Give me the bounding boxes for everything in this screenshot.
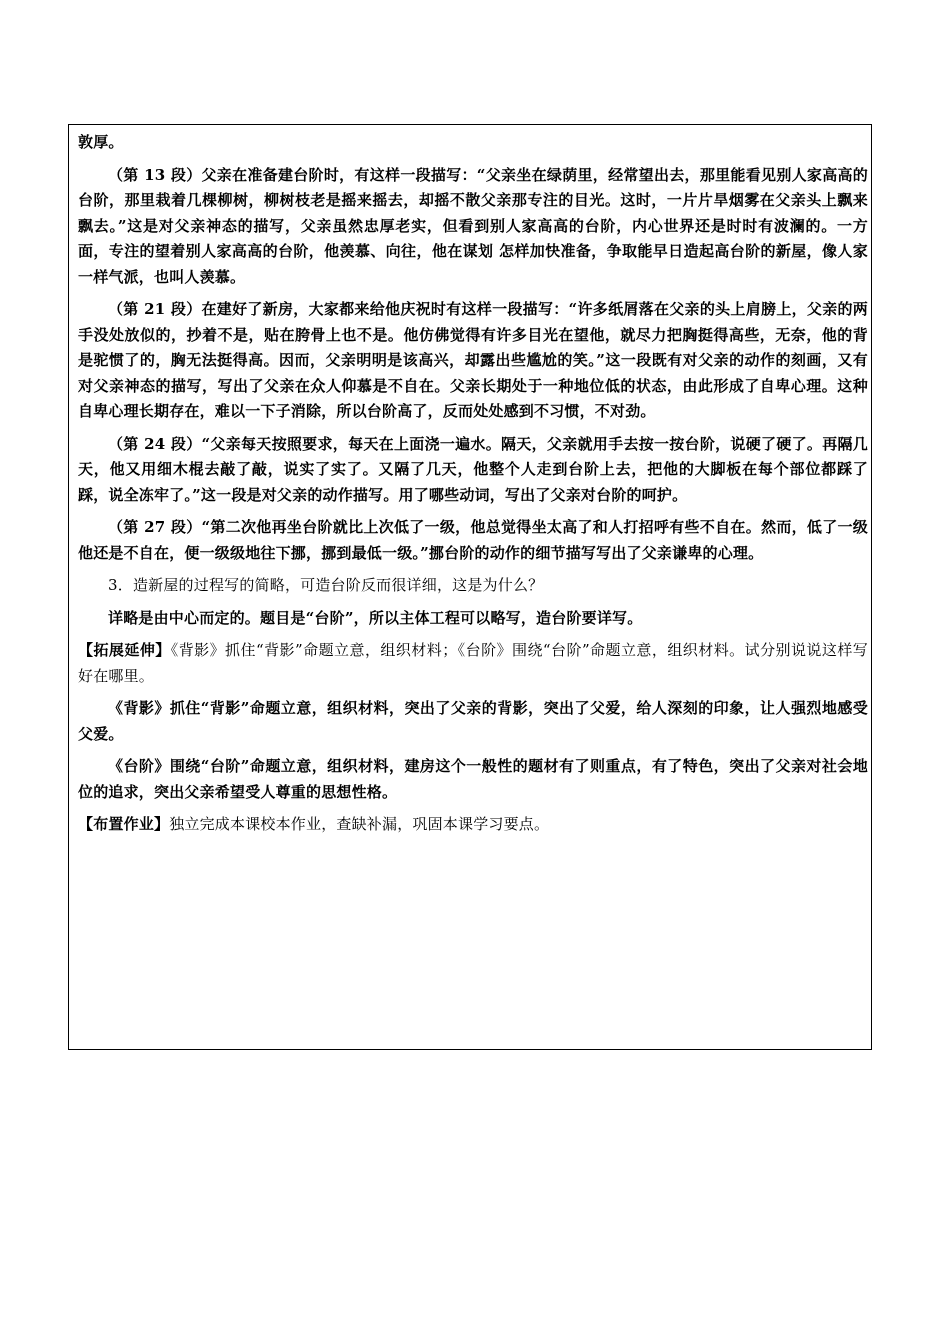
extension-text: 《背影》抓住“背影”命题立意，组织材料；《台阶》围绕“台阶”命题立意，组织材料。试分别说说这样写好在哪里。 xyxy=(78,641,868,685)
paragraph-continuation: 敦厚。 xyxy=(78,133,124,151)
answer-taijie: 《台阶》围绕“台阶”命题立意，组织材料，建房这个一般性的题材有了则重点，有了特色，突出了父亲对社会地位的追求，突出父亲希望受人尊重的思想性格。 xyxy=(78,757,868,801)
extension-tag: 【拓展延伸】 xyxy=(78,641,171,659)
extension-paragraph xyxy=(78,638,868,689)
paragraph-section-13: （第 13 段）父亲在准备建台阶时，有这样一段描写：“父亲坐在绿荫里，经常望出去，那里能看见别人家高高的台阶，那里栽着几棵柳树，柳树枝老是摇来摇去，却摇不散父亲那专注的目光。这时，一片片旱烟雾在父亲头上飘来飘去。”这是对父亲神态的描写，父亲虽然忠厚老实，但看到别人家高高的台阶，内心世界还是时时有波澜的。一方面，专注的望着别人家高高的台阶，他羡慕、向往，他在谋划 怎样加快准备，争取能早日造起高台阶的新屋，像人家一样气派，也叫人羡慕。 xyxy=(78,165,868,286)
paragraph-section-21: （第 21 段）在建好了新房，大家都来给他庆祝时有这样一段描写：“许多纸屑落在父亲的头上肩膀上，父亲的两手没处放似的，抄着不是，贴在胯骨上也不是。他仿佛觉得有许多目光在望他，就尽力把胸挺得高些，无奈，他的背是驼惯了的，胸无法挺得高。因而，父亲明明是该高兴，却露出些尴尬的笑。”这一段既有对父亲的动作的刻画，又有对父亲神态的描写，写出了父亲在众人仰慕是不自在。父亲长期处于一种地位低的状态，由此形成了自卑心理。这种自卑心理长期存在，难以一下子消除，所以台阶高了，反而处处感到不习惯，不对劲。 xyxy=(78,300,868,420)
question-3: 3．造新屋的过程写的简略，可造台阶反而很详细，这是为什么？ xyxy=(108,576,544,594)
document-body xyxy=(78,130,868,845)
homework-paragraph xyxy=(78,812,868,838)
homework-tag: 【布置作业】 xyxy=(78,815,170,833)
homework-text: 独立完成本课校本作业，查缺补漏，巩固本课学习要点。 xyxy=(169,815,550,833)
answer-beiying: 《背影》抓住“背影”命题立意，组织材料，突出了父亲的背影，突出了父爱，给人深刻的印象，让人强烈地感受父爱。 xyxy=(78,699,868,743)
paragraph-section-27: （第 27 段）“第二次他再坐台阶就比上次低了一级，他总觉得坐太高了和人打招呼有些不自在。然而，低了一级他还是不自在，便一级级地往下挪，挪到最低一级。”挪台阶的动作的细节描写写出了父亲谦卑的心理。 xyxy=(78,518,868,562)
paragraph-section-24: （第 24 段）“父亲每天按照要求，每天在上面浇一遍水。隔天，父亲就用手去按一按台阶，说硬了硬了。再隔几天，他又用细木棍去敲了敲，说实了实了。又隔了几天，他整个人走到台阶上去，把他的大脚板在每个部位都踩了踩，说全冻牢了。”这一段是对父亲的动作描写。用了哪些动词，写出了父亲对台阶的呵护。 xyxy=(78,434,868,504)
answer-3: 详略是由中心而定的。题目是“台阶”，所以主体工程可以略写，造台阶要详写。 xyxy=(108,608,643,627)
